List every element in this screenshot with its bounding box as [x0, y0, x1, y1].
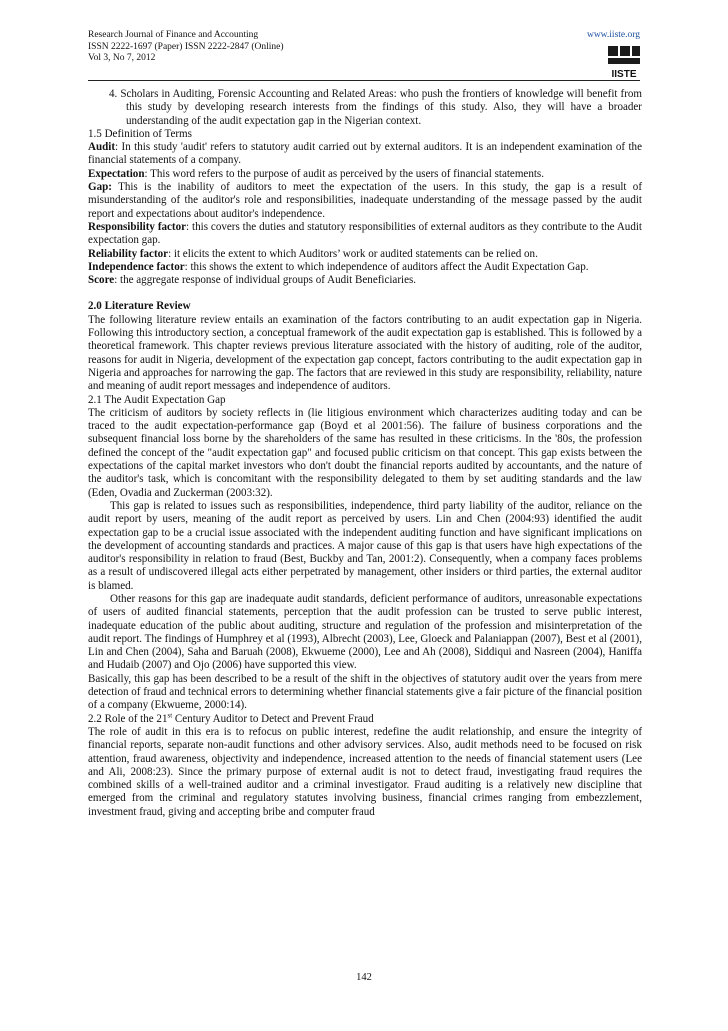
section-2-2-title — [88, 710, 642, 726]
term-label: Independence factor — [88, 260, 185, 273]
term-definition: This is the inability of auditors to meet the expectation of the users. In this study, the gap is a result of misunderstanding of the auditor's role and responsibilities, inadequate understanding of the message passed by the audit report and expectations about auditor's independence. — [88, 181, 642, 220]
page-body — [88, 88, 642, 819]
section-2-2-title-sup: st — [167, 710, 173, 719]
term-reliability-factor — [88, 248, 642, 261]
term-score — [88, 274, 642, 287]
iiste-logo — [606, 44, 642, 82]
section-2-1-title: 2.1 The Audit Expectation Gap — [88, 393, 226, 406]
section-2-1-paragraph-3: Other reasons for this gap are inadequate audit standards, deficient performance of auditors, unreasonable expectations of users of audited financial statements, perception that the audit profession can be trusted to serve public interest, inadequate education of the public about auditing, structure and regulation of the profession and misinterpretation of the audit report. The findings of Humphrey et al (1993), Albrecht (2003), Lee, Gloeck and Palaniappan (2007), Best et al (2001), Lin and Chen (2004), Saha and Baruah (2008), Ekwueme (2000), Lee and Ah (2008), Siddiqui and Nasreen (2004), Haniffa and Hudaib (2007) and Ojo (2006) have supported this view. — [88, 592, 642, 672]
section-2-2-paragraph: The role of audit in this era is to refocus on public interest, redefine the audit relationship, and ensure the integrity of financial reports, separate non-audit functions and other advisory services. Also, audit methods need to be focused on risk attention, fraud awareness, objectivity and independence, increased attention to the needs of financial statement users (Lee and Ali, 2008:23). Since the primary purpose of external audit is not to detect fraud, investigating fraud requires the combined skills of a well-trained auditor and a criminal investigator. Fraud auditing is a relatively new discipline that emerged from the criminal and regulatory statutes involving business, financial crimes ranging from embezzlement, investment fraud, giving and accepting bribe and computer fraud — [88, 725, 642, 818]
section-2-2-title-pre: 2.2 Role of the 21 — [88, 712, 168, 725]
journal-name: Research Journal of Finance and Accounting — [88, 30, 259, 40]
list-item-4: 4. Scholars in Auditing, Forensic Accounting and Related Areas: who push the frontiers of knowledge will benefit from this study by developing research interests from the findings of this study. Also, they will have a broader understanding of the audit expectation gap in the Nigerian context. — [109, 88, 642, 127]
term-responsibility-factor — [88, 221, 642, 248]
term-independence-factor — [88, 261, 642, 274]
header-rule — [88, 80, 640, 81]
logo-text: IISTE — [611, 69, 637, 80]
volume-line: Vol 3, No 7, 2012 — [88, 53, 156, 63]
term-audit — [88, 141, 642, 168]
page-number: 142 — [356, 972, 372, 983]
term-gap — [88, 181, 642, 221]
term-label: Responsibility factor — [88, 220, 187, 233]
term-definition: : this shows the extent to which independence of auditors affect the Audit Expectation Gap. — [184, 260, 589, 273]
issn-line: ISSN 2222-1697 (Paper) ISSN 2222-2847 (Online) — [88, 41, 284, 52]
term-definition: : it elicits the extent to which Auditors’ work or audited statements can be relied on. — [168, 247, 538, 260]
journal-url-link[interactable]: www.iiste.org — [586, 30, 640, 40]
section-2-0-paragraph: The following literature review entails an examination of the factors contributing to an audit expectation gap in Nigeria. Following this introductory section, a conceptual framework of the audit expectation gap is established. This is followed by a theoretical framework. This chapter reviews previous literature associated with the history of auditing, role of the auditor, reasons for audit in Nigeria, development of the expectation gap concept, factors contributing to the audit expectation gap in Nigeria and approaches for narrowing the gap. The factors that are reviewed in this study are responsibility, reliability, nature and meaning of audit report messages and independence of auditors. — [88, 313, 642, 393]
term-definition: : This word refers to the purpose of audit as perceived by the users of financial statements. — [144, 167, 544, 180]
section-1-5-title: 1.5 Definition of Terms — [88, 127, 192, 140]
section-2-1-paragraph-4: Basically, this gap has been described to be a result of the shift in the objectives of statutory audit over the years from mere detection of fraud and technical errors to determining whether financial statements give a fair picture of the financial position of a company (Ekwueme, 2000:14). — [88, 672, 642, 712]
term-definition: : In this study 'audit' refers to statutory audit carried out by external auditors. It is an independent examination of the financial statements of a company. — [88, 141, 642, 167]
term-definition: : this covers the duties and statutory responsibilities of external auditors as they contribute to the Audit expectation gap. — [88, 220, 642, 247]
section-2-1-paragraph-2: This gap is related to issues such as responsibilities, independence, third party liability of the auditor, reliance on the audit report by users, meaning of the audit report as perceived by users. Lin and Chen (2004:93) identified the audit expectation gap to be a crucial issue associated with the independent auditing function and have significant implications on the development of accounting standards and practices. A major cause of this gap is that users have high expectations of the auditor's responsibility in relation to fraud (Best, Buckby and Tan, 2001:2). Consequently, when a company faces problems as a result of undiscovered illegal acts either perpetrated by management, other insiders or third parties, the external auditor is blamed. — [88, 499, 642, 592]
section-2-1-paragraph-1: The criticism of auditors by society reflects in (lie litigious environment which characterizes auditing today and can be traced to the audit expectation-performance gap (Boyd et al 2001:56). The failure of business corporations and the subsequent financial loss borne by the shareholders of the same has resulted in these criticisms. In the '80s, the profession defined the concept of the "audit expectation gap" and focused public criticism on that concept. This gap exists between the expectations of the capital market investors who don't doubt the financial reports audited by accountants, and the nature of the auditor's task, which is concomitant with the responsibility delegated to them by set auditing standards and the law (Eden, Ovadia and Zuckerman (2003:32). — [88, 406, 642, 499]
spacer — [88, 287, 642, 300]
term-label: Gap: — [88, 181, 112, 194]
section-2-2-title-post: Century Auditor to Detect and Prevent Fraud — [172, 712, 374, 725]
term-definition: : the aggregate response of individual groups of Audit Beneficiaries. — [114, 274, 417, 287]
term-label: Expectation — [88, 167, 145, 180]
running-header — [88, 30, 284, 65]
section-2-0-title: 2.0 Literature Review — [88, 300, 191, 313]
term-label: Audit — [88, 141, 116, 154]
term-label: Score — [88, 274, 115, 287]
term-label: Reliability factor — [88, 247, 169, 260]
term-expectation — [88, 168, 642, 181]
